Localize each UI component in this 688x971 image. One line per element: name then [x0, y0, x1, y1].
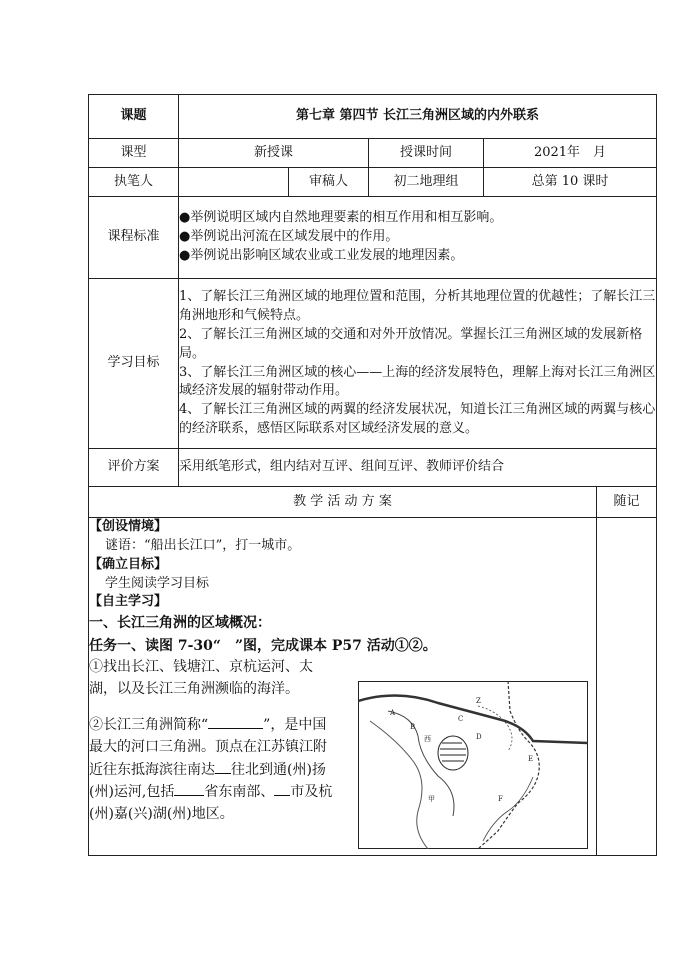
q2-text: ②长江三角洲简称“	[89, 717, 209, 734]
author-label: 执笔人	[89, 168, 179, 197]
map-label: E	[528, 755, 534, 763]
part-title: 一、长江三角洲的区域概况：	[89, 615, 271, 632]
evaluation-label: 评价方案	[89, 449, 179, 487]
goal-item: 1、了解长江三角洲区域的地理位置和范围，分析其地理位置的优越性；了解长江三角洲地形和气候特点。	[179, 289, 656, 323]
section-title: 【确立目标】	[89, 556, 168, 572]
standards-list	[179, 197, 657, 279]
answer-blank[interactable]	[274, 781, 290, 796]
yangtze-delta-map	[358, 681, 588, 849]
section-title: 【自主学习】	[89, 594, 168, 610]
plan-body	[89, 518, 596, 826]
notes-heading: 随记	[597, 487, 657, 518]
answer-blank[interactable]	[215, 759, 231, 774]
goal-item: 4、了解长江三角洲区域的两翼的经济发展状况，知道长江三角洲区域的两翼与核心的经济联系，感悟区际联系对区域经济发展的意义。	[179, 402, 656, 437]
goal-item: 3、了解长江三角洲区域的核心——上海的经济发展特色，理解上海对长江三角洲区域经济发展的辐射带动作用。	[179, 364, 656, 399]
time-value: 2021年 月	[484, 139, 657, 168]
question-1: ①找出长江、钱塘江、京杭运河、太湖，以及长江三角洲濒临的海洋。	[89, 659, 313, 697]
q2-text: 省东南部、	[204, 784, 275, 801]
standard-item: ●举例说出河流在区域发展中的作用。	[179, 229, 399, 245]
plan-heading: 教 学 活 动 方 案	[89, 487, 597, 518]
q2-text: ”，是中国最大的河口三角洲。顶点在江苏镇江附近往东抵海滨往南达	[89, 717, 327, 778]
map-label: 西	[424, 735, 431, 743]
map-label: A	[390, 709, 396, 717]
goal-item: 2、了解长江三角洲区域的交通和对外开放情况。掌握长江三角洲区域的发展新格局。	[179, 326, 643, 361]
plan-content	[89, 518, 597, 856]
notes-cell[interactable]	[597, 518, 657, 856]
task-title: 任务一、读图 7-30“ ”图，完成课本 P57 活动①②。	[89, 637, 437, 654]
answer-blank[interactable]	[174, 781, 204, 796]
map-label: C	[458, 715, 464, 723]
topic-value: 第七章 第四节 长江三角洲区域的内外联系	[179, 95, 657, 139]
map-label: 甲	[428, 795, 435, 803]
q2-text: 市及杭(州)嘉(兴)湖(州)地区。	[89, 784, 333, 823]
map-label: F	[498, 795, 503, 803]
section-text: 学生阅读学习目标	[105, 575, 210, 591]
author-value	[179, 168, 289, 197]
reviewer-label: 审稿人	[289, 168, 369, 197]
map-label: B	[410, 723, 416, 731]
evaluation-value: 采用纸笔形式，组内结对互评、组间互评、教师评价结合	[179, 449, 657, 487]
reviewer-value: 初二地理组	[369, 168, 484, 197]
section-title: 【创设情境】	[89, 519, 168, 534]
goals-list	[179, 279, 657, 449]
section-text: 谜语：“船出长江口”，打一城市。	[105, 537, 301, 553]
period-value: 总第 10 课时	[484, 168, 657, 197]
standard-item: ●举例说明区域内自然地理要素的相互作用和相互影响。	[179, 210, 503, 226]
type-label: 课型	[89, 139, 179, 168]
standard-item: ●举例说出影响区域农业或工业发展的地理因素。	[179, 247, 464, 263]
answer-blank[interactable]	[208, 714, 263, 729]
topic-label: 课题	[89, 95, 179, 139]
type-value: 新授课	[179, 139, 369, 168]
time-label: 授课时间	[369, 139, 484, 168]
standards-label: 课程标准	[89, 197, 179, 279]
goals-label: 学习目标	[89, 279, 179, 449]
lesson-plan-table	[88, 94, 657, 856]
map-label: Z	[476, 697, 481, 705]
question-2	[89, 714, 337, 825]
map-label: D	[476, 733, 482, 741]
q2-text: 往北到通(州)扬(州)运河,包括	[89, 761, 326, 801]
